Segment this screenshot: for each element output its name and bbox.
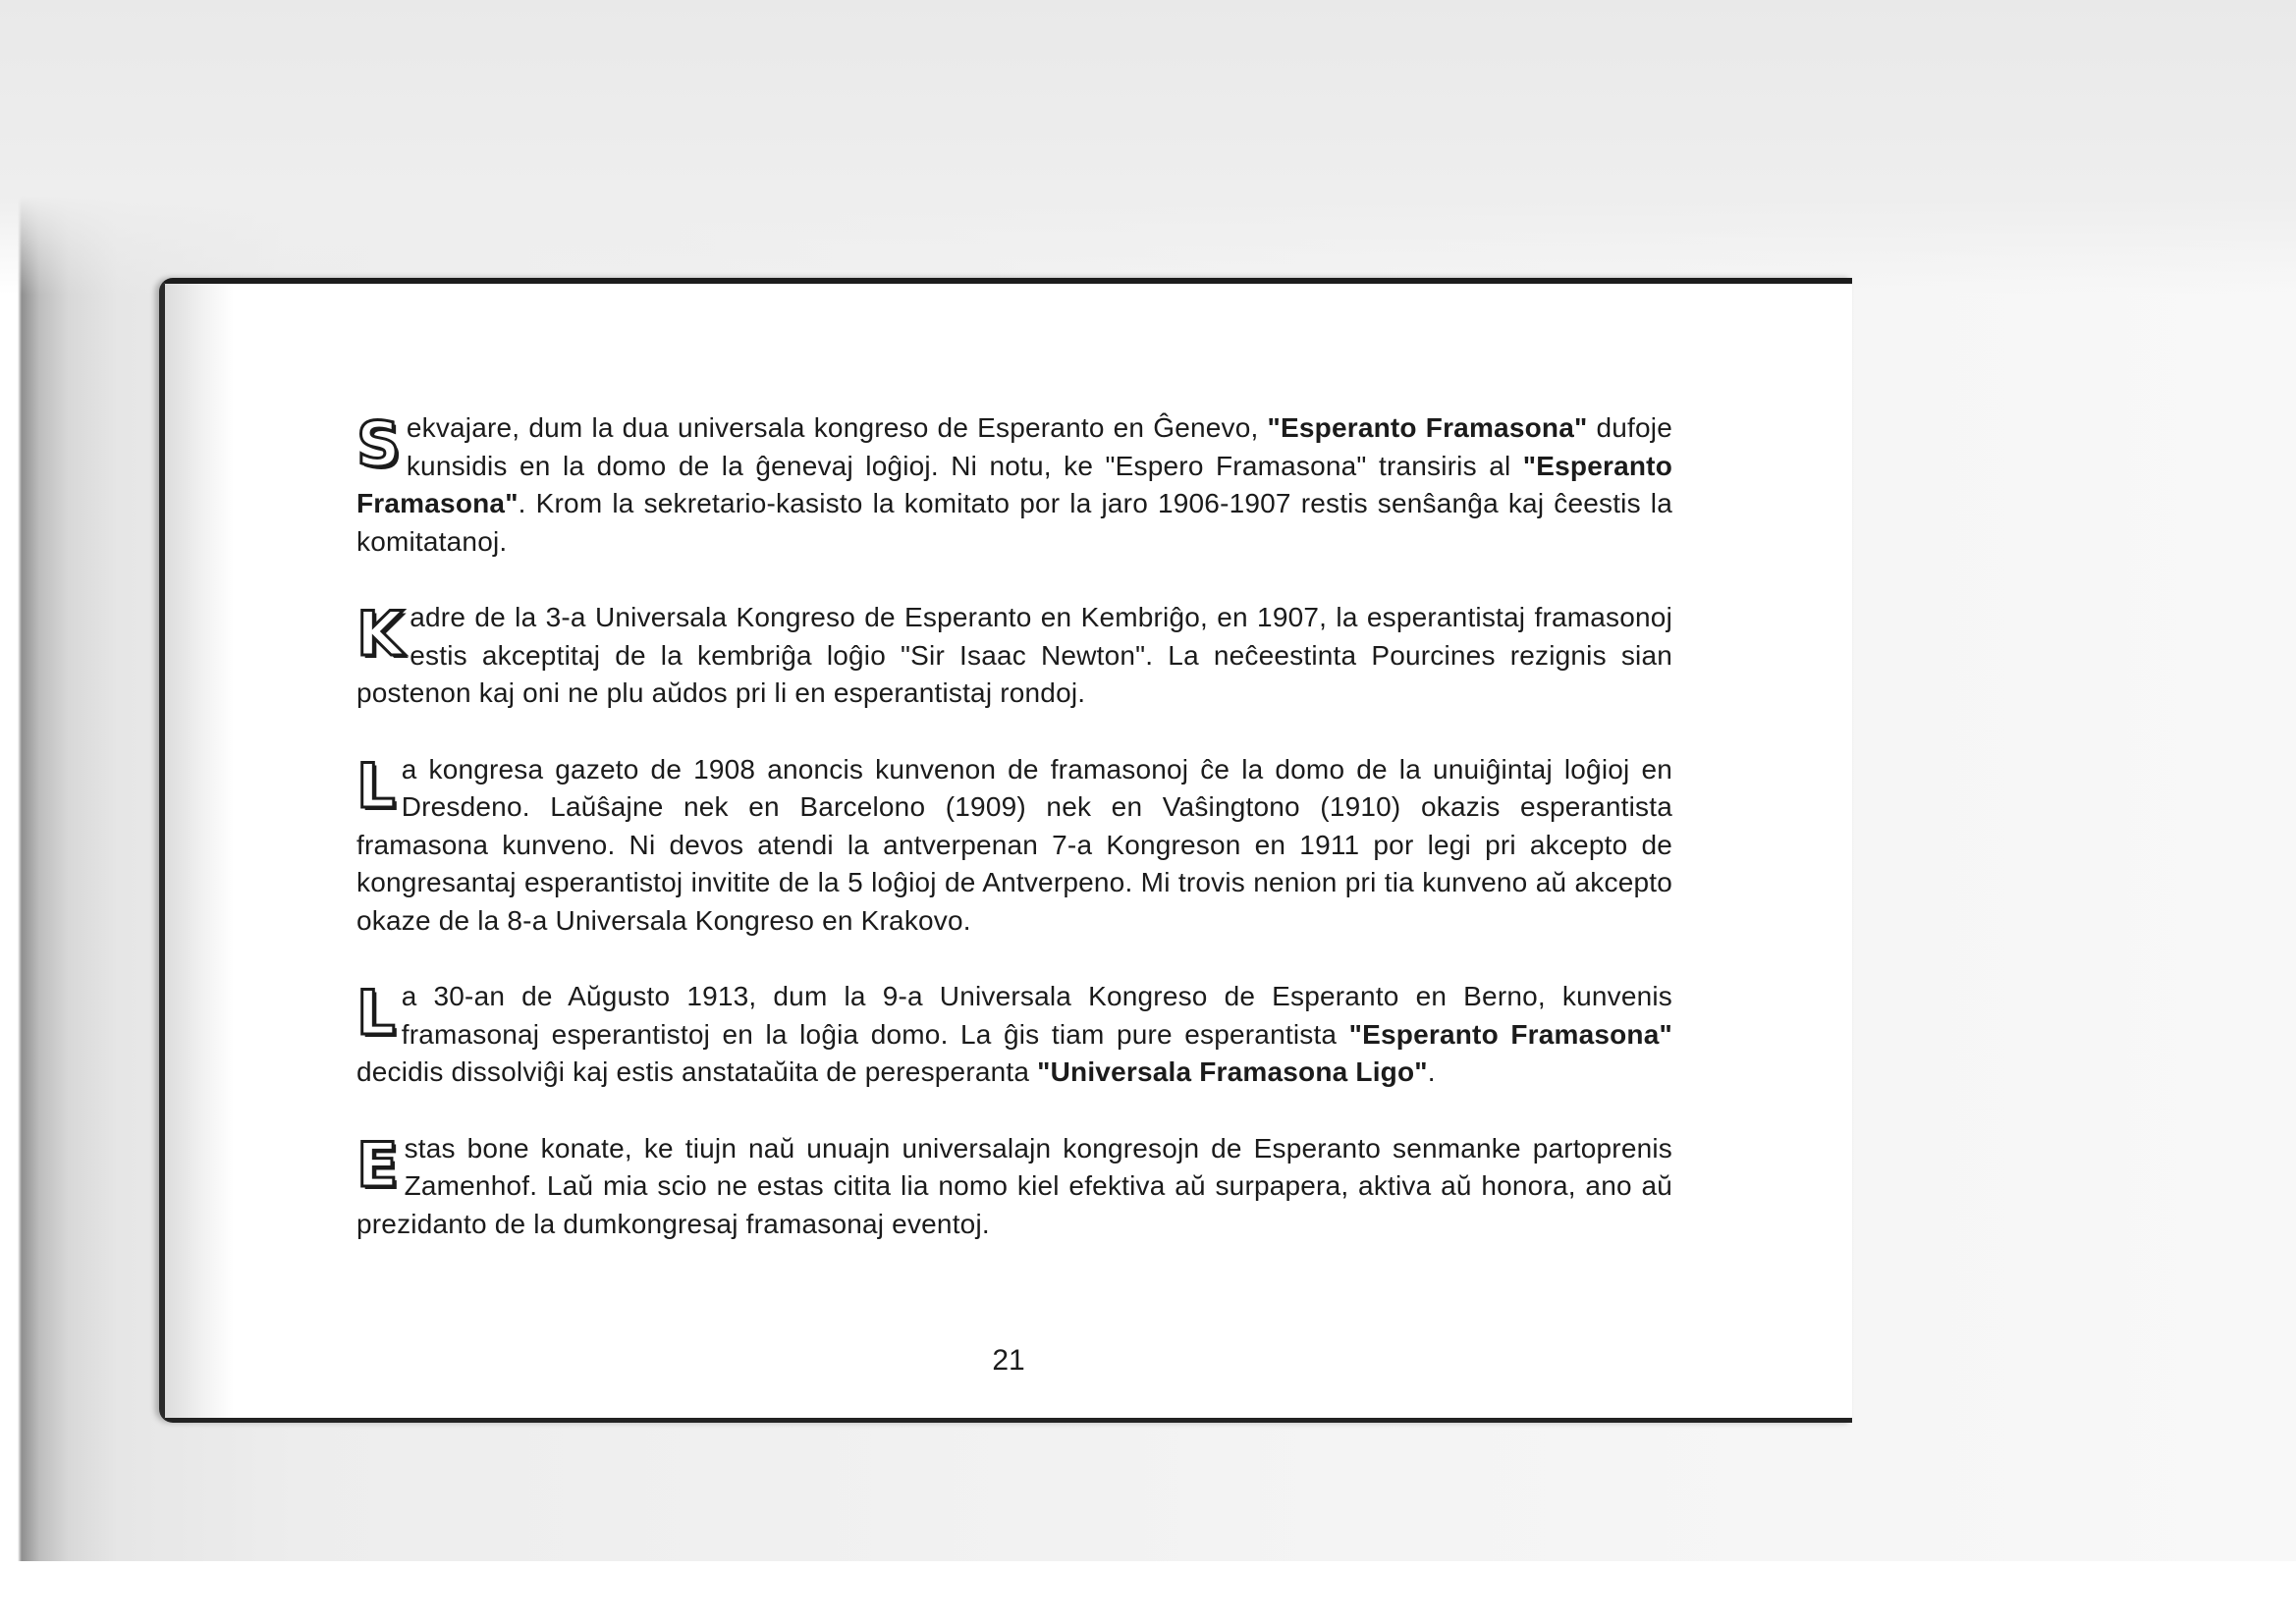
page-number: 21 — [992, 1344, 1025, 1377]
text-segment: . — [1427, 1056, 1436, 1087]
text-segment: decidis dissolviĝi kaj estis anstataŭita de peresperanta — [356, 1056, 1038, 1087]
paragraph-5 — [356, 1130, 1672, 1244]
drop-cap: E — [356, 1128, 399, 1201]
drop-cap: K — [356, 598, 405, 670]
page-text — [356, 409, 1672, 1281]
bold-segment: "Esperanto Framasona" — [1348, 1018, 1672, 1050]
paragraph-2 — [356, 599, 1672, 713]
text-segment: ekvajare, dum la dua universala kongreso de Esperanto en Ĝenevo, — [406, 412, 1268, 443]
text-segment: a kongresa gazeto de 1908 anoncis kunvenon de framasonoj ĉe la domo de la unuiĝintaj loĝioj en Dresdeno. Laŭŝajne nek en Barcelono (1909) nek en Vaŝingtono (1910) okazis esperantista framasona kunveno. Ni devos atendi la antverpenan 7-a Kongreson en 1911 por legi pri akcepto de kongresantaj esperantistoj invitite de la 5 loĝioj de Antverpeno. Mi trovis nenion pri tia kunveno aŭ akcepto okaze de la 8-a Universala Kongreso en Krakovo. — [356, 753, 1672, 936]
drop-cap: L — [356, 977, 396, 1049]
book-page — [159, 278, 1852, 1423]
paragraph-1 — [356, 409, 1672, 561]
text-segment: . Krom la sekretario-kasisto la komitato por la jaro 1906-1907 restis senŝanĝa kaj ĉeestis la komitatanoj. — [356, 488, 1672, 557]
text-segment: adre de la 3-a Universala Kongreso de Esperanto en Kembriĝo, en 1907, la esperantistaj framasonoj estis akceptitaj de la kembriĝa loĝio "Sir Isaac Newton". La neĉeestinta Pourcines rezignis sian postenon kaj oni ne plu aŭdos pri li en esperantistaj rondoj. — [356, 602, 1672, 708]
scan-bottom-margin — [0, 1561, 2296, 1624]
bold-segment: "Esperanto Framasona" — [356, 450, 1672, 518]
bold-segment: "Esperanto Framasona" — [1267, 412, 1588, 443]
paragraph-4 — [356, 978, 1672, 1092]
drop-cap: S — [356, 408, 401, 480]
text-segment: stas bone konate, ke tiujn naŭ unuajn universalajn kongresojn de Esperanto senmanke partoprenis Zamenhof. Laŭ mia scio ne estas citita lia nomo kiel efektiva aŭ surpapera, aktiva aŭ honora, ano aŭ prezidanto de la dumkongresaj framasonaj eventoj. — [356, 1132, 1672, 1239]
text-segment: a 30-an de Aŭgusto 1913, dum la 9-a Universala Kongreso de Esperanto en Berno, kunvenis framasonaj esperantistoj en la loĝia domo. La ĝis tiam pure esperantista — [401, 981, 1672, 1050]
scan-top-shade — [0, 0, 2296, 295]
paragraph-3 — [356, 751, 1672, 941]
drop-cap: L — [356, 749, 396, 822]
bold-segment: "Universala Framasona Ligo" — [1037, 1056, 1428, 1087]
text-segment: dufoje kunsidis en la domo de la ĝenevaj loĝioj. Ni notu, ke "Espero Framasona" transiris al — [406, 412, 1672, 481]
page-binding-shade — [165, 284, 234, 1418]
